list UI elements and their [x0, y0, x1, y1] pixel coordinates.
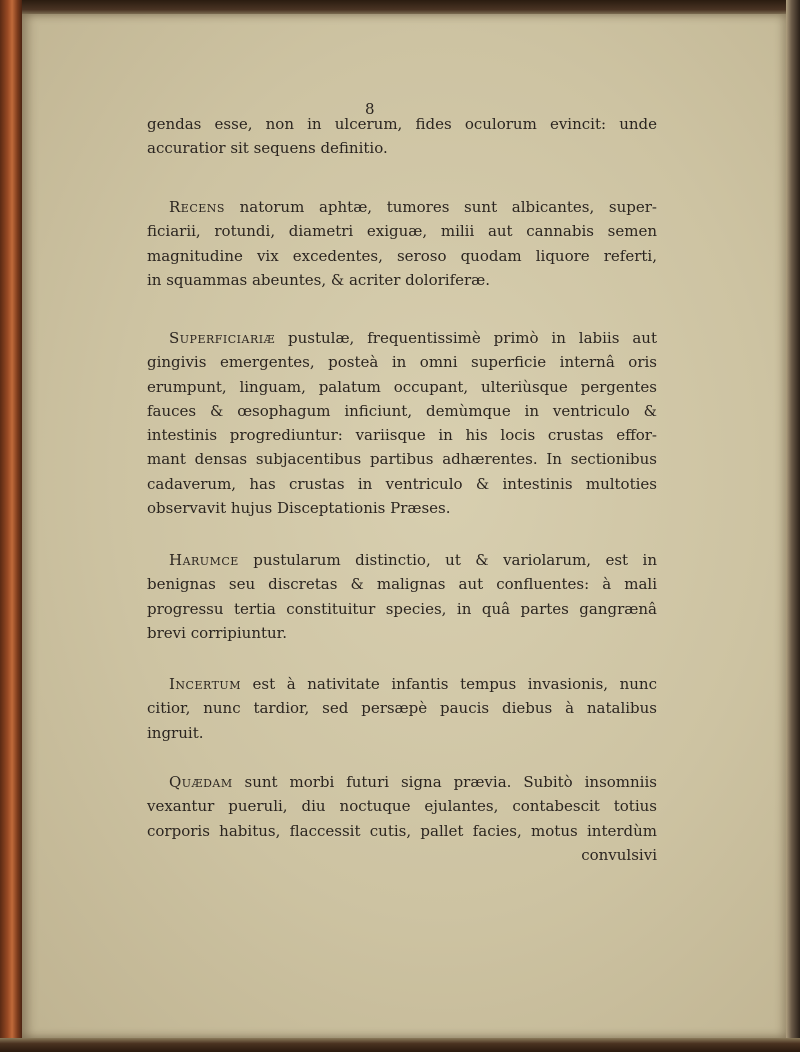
text-line: intestinis progrediuntur: variisque in his locis crustas effor- [147, 426, 657, 445]
text-line: Incertum est à nativitate infantis tempus invasionis, nunc [169, 675, 657, 693]
text-line: observavit hujus Disceptationis Præses. [147, 499, 451, 518]
text-line: cadaverum, has crustas in ventriculo & intestinis multoties [147, 474, 657, 493]
text-line: erumpunt, linguam, palatum occupant, ulteriùsque pergentes [147, 377, 657, 396]
text-line: Superficiariæ pustulæ, frequentissimè primò in labiis aut [169, 329, 657, 347]
paragraph-incertum [147, 672, 657, 745]
paragraph-lead-word: Quædam [169, 773, 233, 791]
paragraph-lead-word: Harumce [169, 551, 239, 569]
text-line: gendas esse, non in ulcerum, fides oculorum evincit: unde [147, 115, 657, 133]
text-line: corporis habitus, flaccessit cutis, pallet facies, motus interdùm [147, 821, 657, 840]
text-line: fauces & œsophagum inficiunt, demùmque in ventriculo & [147, 401, 657, 420]
paragraph-superficiariae [147, 326, 657, 520]
text-line: Harumce pustularum distinctio, ut & variolarum, est in [169, 551, 657, 569]
paragraph-recens [147, 195, 657, 292]
text-line: ingruit. [147, 723, 204, 742]
text-line: Recens natorum aphtæ, tumores sunt albicantes, super- [169, 198, 657, 216]
paragraph-lead-word: Recens [169, 198, 225, 216]
text-line: in squammas abeuntes, & acriter doloriferæ. [147, 270, 491, 289]
paragraph-lead-word: Superficiariæ [169, 329, 276, 347]
text-line: accuratior sit sequens definitio. [147, 139, 388, 158]
book-page [22, 14, 786, 1038]
book-fore-edge [786, 0, 800, 1052]
text-line: progressu tertia constituitur species, in quâ partes gangrænâ [147, 599, 657, 618]
book-bottom-edge [0, 1038, 800, 1052]
text-line: brevi corripiuntur. [147, 623, 287, 642]
text-line: magnitudine vix excedentes, seroso quodam liquore referti, [147, 246, 657, 265]
text-line: vexantur pueruli, diu noctuque ejulantes, contabescit totius [147, 797, 657, 816]
paragraph-lead-word: Incertum [169, 675, 241, 693]
paragraph-quaedam [147, 770, 657, 867]
book-spine-edge [0, 0, 22, 1052]
text-line: Quædam sunt morbi futuri signa prævia. Subitò insomniis [169, 773, 657, 791]
text-line: citior, nunc tardior, sed persæpè paucis diebus à natalibus [147, 699, 657, 718]
text-line: mant densas subjacentibus partibus adhærentes. In sectionibus [147, 450, 657, 469]
catchword: convulsivi [581, 845, 657, 864]
paragraph-harumce [147, 548, 657, 645]
paragraph-continuation [147, 112, 657, 161]
book-top-edge [0, 0, 800, 14]
text-line: ficiarii, rotundi, diametri exiguæ, milii aut cannabis semen [147, 222, 657, 241]
page-number: 8 [365, 100, 375, 118]
text-line: gingivis emergentes, posteà in omni superficie internâ oris [147, 353, 657, 372]
text-line: benignas seu discretas & malignas aut confluentes: à mali [147, 575, 657, 594]
